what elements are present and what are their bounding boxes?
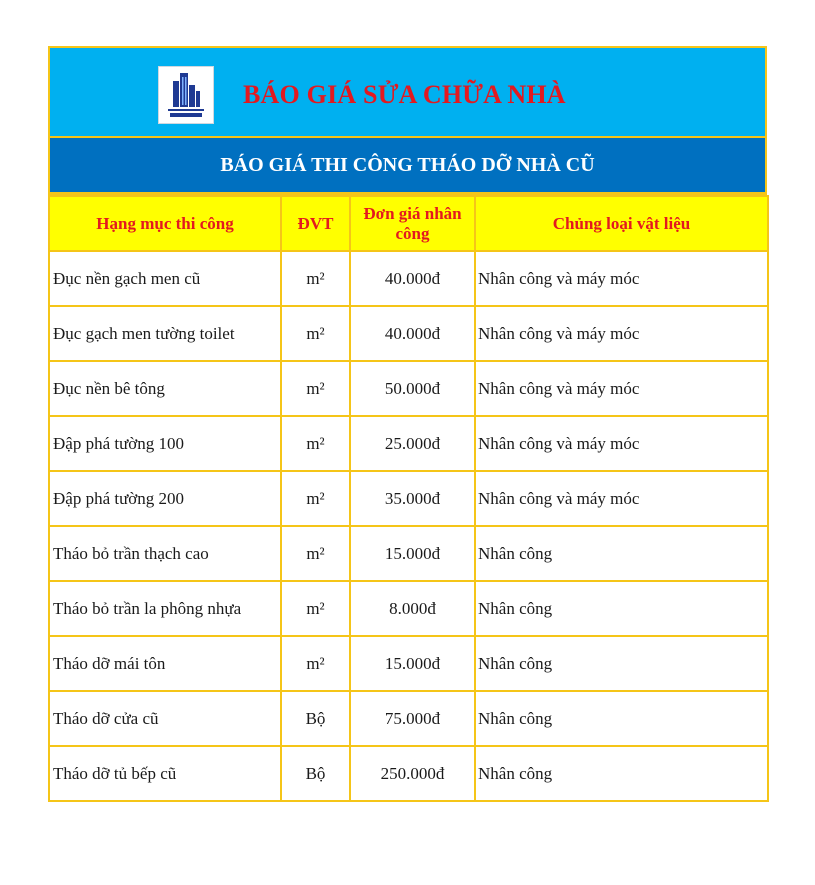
cell-material: Nhân công bbox=[475, 691, 768, 746]
table-row bbox=[49, 361, 768, 416]
table-row bbox=[49, 581, 768, 636]
page-title: BÁO GIÁ SỬA CHỮA NHÀ bbox=[243, 80, 566, 109]
table-row bbox=[49, 251, 768, 306]
table-row bbox=[49, 746, 768, 801]
cell-price: 8.000đ bbox=[350, 581, 475, 636]
title-banner bbox=[48, 46, 767, 138]
cell-price: 40.000đ bbox=[350, 306, 475, 361]
cell-unit: m² bbox=[281, 636, 350, 691]
cell-item: Đập phá tường 200 bbox=[49, 471, 281, 526]
cell-material: Nhân công bbox=[475, 746, 768, 801]
cell-item: Tháo bỏ trần la phông nhựa bbox=[49, 581, 281, 636]
cell-price: 250.000đ bbox=[350, 746, 475, 801]
column-header-material: Chủng loại vật liệu bbox=[475, 196, 768, 251]
cell-unit: m² bbox=[281, 526, 350, 581]
cell-material: Nhân công và máy móc bbox=[475, 361, 768, 416]
cell-unit: Bộ bbox=[281, 746, 350, 801]
cell-item: Tháo dỡ tủ bếp cũ bbox=[49, 746, 281, 801]
company-logo bbox=[158, 66, 214, 124]
cell-price: 35.000đ bbox=[350, 471, 475, 526]
cell-material: Nhân công và máy móc bbox=[475, 416, 768, 471]
cell-unit: m² bbox=[281, 416, 350, 471]
table-row bbox=[49, 636, 768, 691]
cell-unit: m² bbox=[281, 471, 350, 526]
price-table bbox=[48, 195, 769, 802]
cell-unit: m² bbox=[281, 581, 350, 636]
table-row bbox=[49, 471, 768, 526]
table-row bbox=[49, 691, 768, 746]
building-logo-icon bbox=[159, 67, 213, 123]
cell-material: Nhân công bbox=[475, 581, 768, 636]
cell-price: 50.000đ bbox=[350, 361, 475, 416]
cell-material: Nhân công bbox=[475, 636, 768, 691]
cell-unit: Bộ bbox=[281, 691, 350, 746]
table-row bbox=[49, 306, 768, 361]
cell-item: Đục nền bê tông bbox=[49, 361, 281, 416]
cell-price: 40.000đ bbox=[350, 251, 475, 306]
cell-item: Tháo dỡ cửa cũ bbox=[49, 691, 281, 746]
table-header-row bbox=[49, 196, 768, 251]
cell-price: 75.000đ bbox=[350, 691, 475, 746]
cell-price: 15.000đ bbox=[350, 636, 475, 691]
cell-item: Tháo dỡ mái tôn bbox=[49, 636, 281, 691]
column-header-unit: ĐVT bbox=[281, 196, 350, 251]
cell-material: Nhân công bbox=[475, 526, 768, 581]
cell-price: 25.000đ bbox=[350, 416, 475, 471]
cell-unit: m² bbox=[281, 251, 350, 306]
section-subtitle: BÁO GIÁ THI CÔNG THÁO DỠ NHÀ CŨ bbox=[48, 138, 767, 195]
cell-item: Đục nền gạch men cũ bbox=[49, 251, 281, 306]
cell-material: Nhân công và máy móc bbox=[475, 306, 768, 361]
cell-material: Nhân công và máy móc bbox=[475, 471, 768, 526]
price-sheet bbox=[48, 46, 767, 802]
table-row bbox=[49, 526, 768, 581]
cell-item: Tháo bỏ trần thạch cao bbox=[49, 526, 281, 581]
cell-item: Đập phá tường 100 bbox=[49, 416, 281, 471]
cell-item: Đục gạch men tường toilet bbox=[49, 306, 281, 361]
cell-material: Nhân công và máy móc bbox=[475, 251, 768, 306]
cell-price: 15.000đ bbox=[350, 526, 475, 581]
table-row bbox=[49, 416, 768, 471]
cell-unit: m² bbox=[281, 306, 350, 361]
column-header-price: Đơn giá nhân công bbox=[350, 196, 475, 251]
column-header-item: Hạng mục thi công bbox=[49, 196, 281, 251]
cell-unit: m² bbox=[281, 361, 350, 416]
